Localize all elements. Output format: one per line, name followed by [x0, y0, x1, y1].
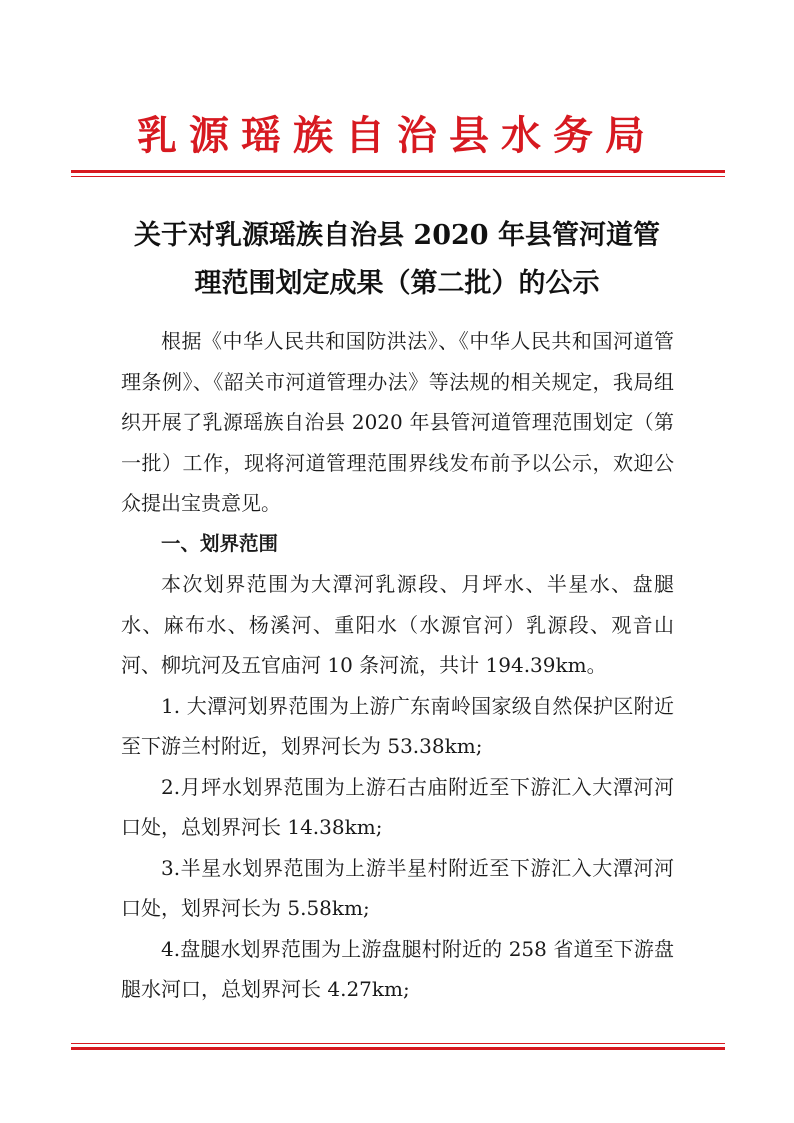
section-summary: 本次划界范围为大潭河乳源段、月坪水、半星水、盘腿水、麻布水、杨溪河、重阳水（水源官河）乳源段、观音山河、柳坑河及五官庙河 10 条河流，共计 194.39km。: [121, 572, 674, 677]
agency-letterhead: 乳源瑶族自治县水务局: [137, 112, 657, 159]
list-item: 1. 大潭河划界范围为上游广东南岭国家级自然保护区附近至下游兰村附近，划界河长为 53.38km;: [121, 693, 674, 758]
document-title-line2: 理范围划定成果（第二批）的公示: [194, 268, 600, 299]
list-item: 3.半星水划界范围为上游半星村附近至下游汇入大潭河河口处，划界河长为 5.58km;: [121, 855, 674, 920]
document-title: [60, 212, 734, 308]
list-item: 2.月坪水划界范围为上游石古庙附近至下游汇入大潭河河口处，总划界河长 14.38km;: [121, 774, 674, 839]
letterhead-divider: [71, 170, 725, 177]
document-title-line1: 关于对乳源瑶族自治县 2020 年县管河道管: [134, 220, 660, 251]
section-heading: 一、划界范围: [161, 531, 279, 555]
footer-divider: [71, 1043, 725, 1050]
intro-paragraph: 根据《中华人民共和国防洪法》、《中华人民共和国河道管理条例》、《韶关市河道管理办法》等法规的相关规定，我局组织开展了乳源瑶族自治县 2020 年县管河道管理范围划定（第一批）工作，现将河道管理范围界线发布前予以公示，欢迎公众提出宝贵意见。: [121, 329, 674, 515]
document-body: [121, 321, 674, 1010]
list-item: 4.盘腿水划界范围为上游盘腿村附近的 258 省道至下游盘腿水河口，总划界河长 4.27km;: [121, 936, 674, 1001]
